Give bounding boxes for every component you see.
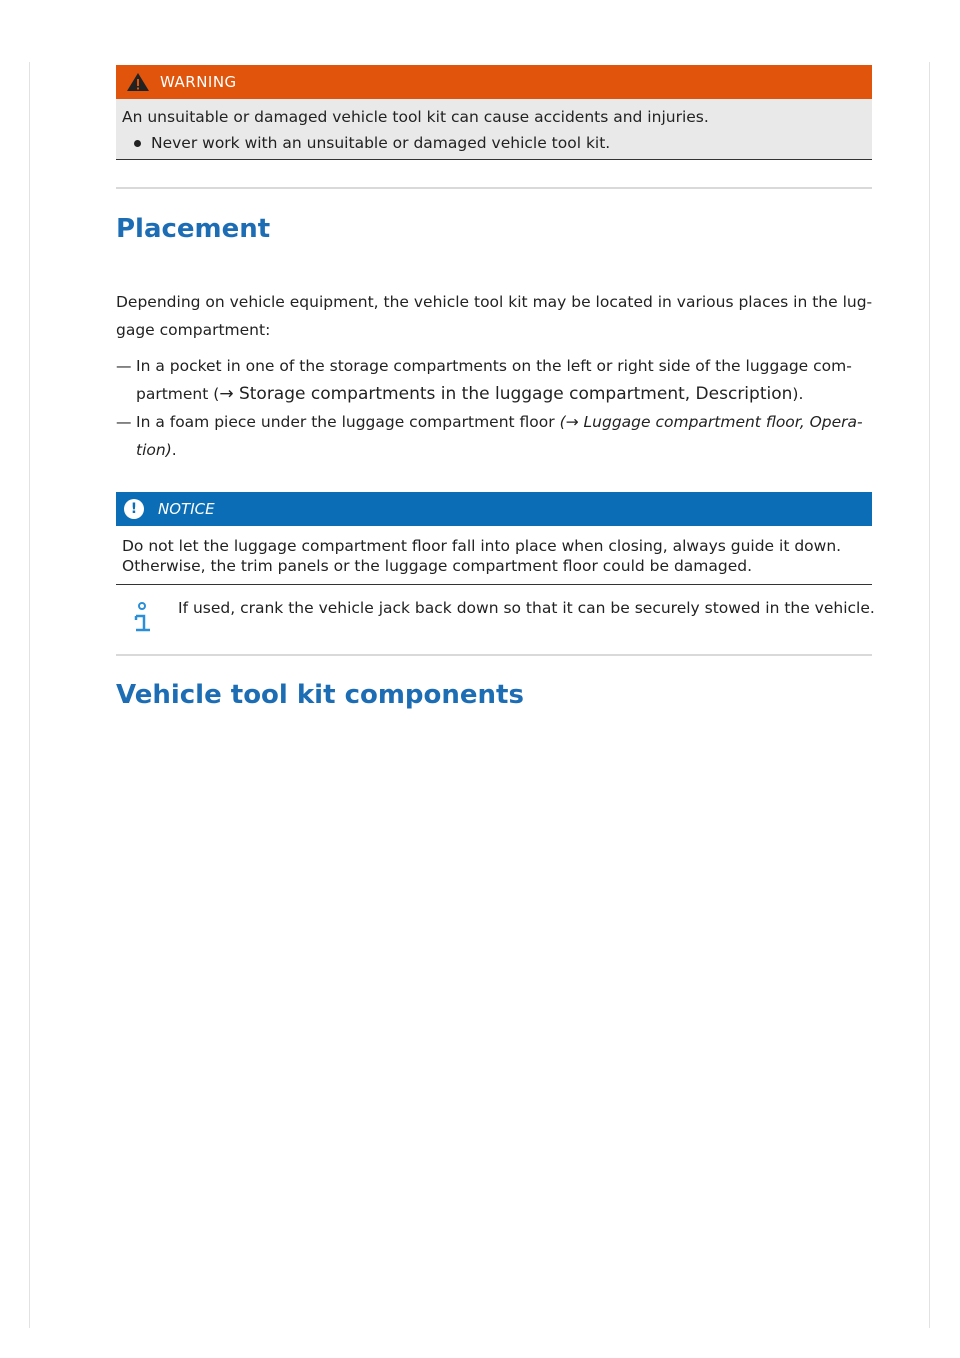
warning-title: WARNING — [160, 73, 237, 91]
info-text: If used, crank the vehicle jack back down so that it can be securely stowed in the vehicle. — [178, 599, 875, 617]
warning-bullet-text: Never work with an unsuitable or damaged vehicle tool kit. — [151, 134, 611, 152]
info-note — [116, 596, 876, 636]
notice-title: NOTICE — [158, 500, 215, 518]
placement-intro-line2: gage compartment: — [116, 321, 271, 339]
notice-box — [116, 492, 872, 585]
warning-triangle-icon — [126, 72, 150, 92]
placement-list-item-2 — [116, 408, 876, 464]
bullet-dot-icon — [134, 140, 141, 147]
warning-text: An unsuitable or damaged vehicle tool kit can cause accidents and injuries. — [122, 108, 709, 126]
luggage-floor-link[interactable]: (→ Luggage compartment floor, Opera- — [559, 413, 863, 431]
placement-list-item-1 — [116, 352, 876, 408]
item1-line2-prefix: partment ( — [136, 385, 220, 403]
notice-line1: Do not let the luggage compartment floor fall into place when closing, always guide it down. — [122, 537, 842, 555]
info-icon — [122, 596, 162, 636]
section-divider — [116, 187, 872, 189]
components-heading: Vehicle tool kit components — [116, 680, 524, 710]
page-border-right — [929, 62, 930, 1328]
placement-heading: Placement — [116, 214, 271, 244]
warning-header — [116, 65, 872, 99]
item1-suffix: ). — [792, 385, 804, 403]
storage-compartments-link[interactable]: → Storage compartments in the luggage compartment, Description — [219, 384, 793, 404]
placement-intro — [116, 288, 876, 344]
notice-body — [116, 526, 872, 585]
warning-body — [116, 99, 872, 160]
dash-marker: — — [116, 413, 132, 431]
dash-marker: — — [116, 357, 132, 375]
warning-box — [116, 65, 872, 160]
luggage-floor-link-cont[interactable]: tion) — [136, 441, 172, 459]
page-border-left — [29, 62, 30, 1328]
notice-line2: Otherwise, the trim panels or the luggage compartment floor could be damaged. — [122, 557, 753, 575]
notice-header — [116, 492, 872, 526]
section-divider — [116, 654, 872, 656]
item2-suffix: . — [171, 441, 177, 459]
warning-bullet — [122, 133, 866, 153]
exclamation-icon: ! — [124, 499, 144, 519]
item2-prefix: In a foam piece under the luggage compartment floor — [136, 413, 560, 431]
placement-intro-line1: Depending on vehicle equipment, the vehicle tool kit may be located in various places in the lug- — [116, 293, 873, 311]
item1-line1: In a pocket in one of the storage compartments on the left or right side of the luggage com- — [136, 357, 852, 375]
